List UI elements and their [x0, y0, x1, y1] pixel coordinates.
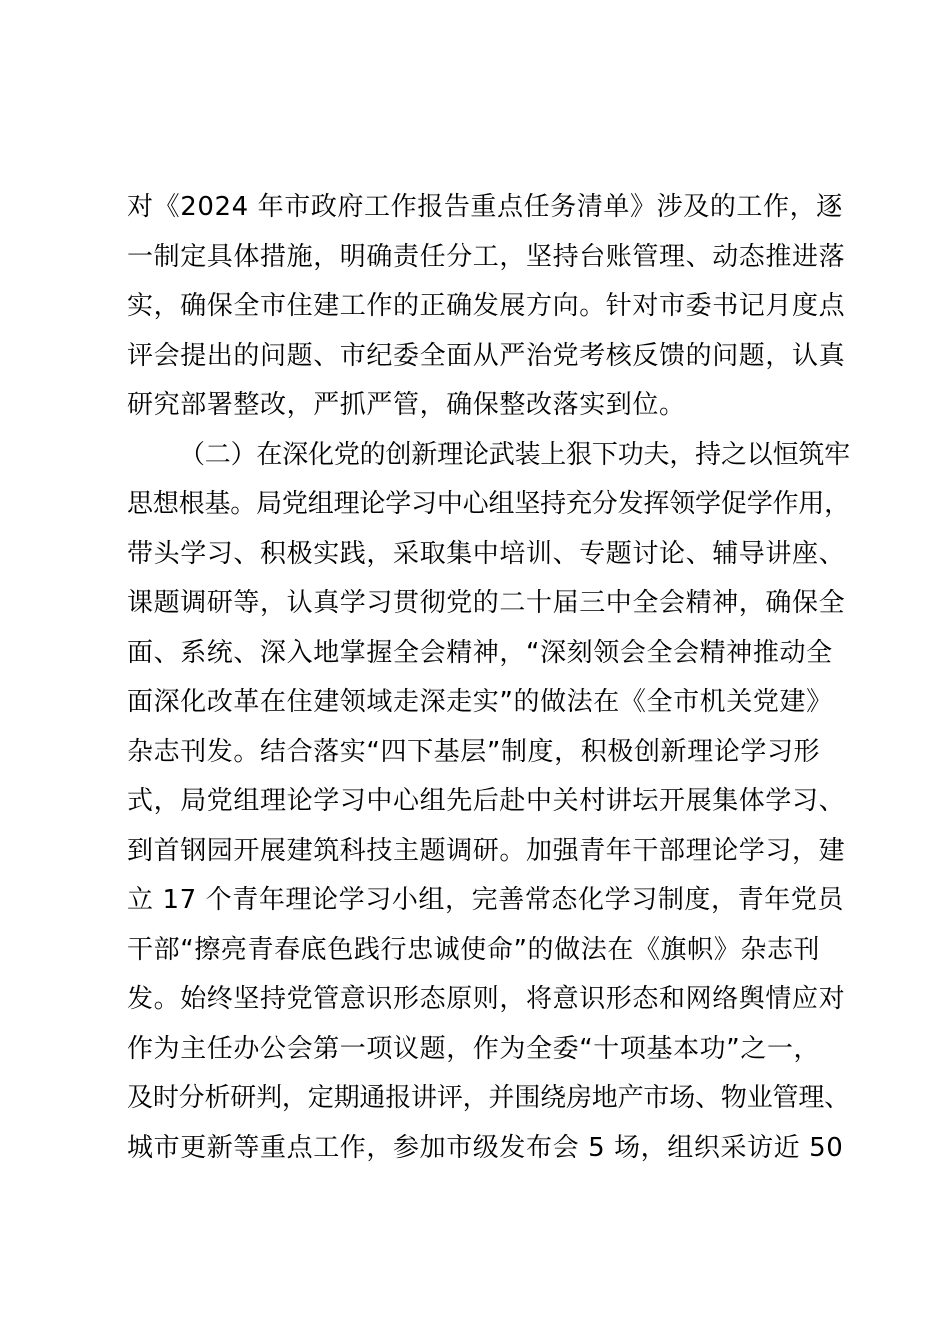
text-line: 及时分析研判，定期通报讲评，并围绕房地产市场、物业管理、 [127, 1083, 850, 1113]
text-line: 到首钢园开展建筑科技主题调研。加强青年干部理论学习，建 [127, 836, 846, 866]
text-line: 发。始终坚持党管意识形态原则，将意识形态和网络舆情应对 [127, 984, 846, 1014]
text-line: 干部“擦亮青春底色践行忠诚使命”的做法在《旗帜》杂志刊 [127, 935, 821, 965]
text-line: 研究部署整改，严抓严管，确保整改落实到位。 [127, 390, 686, 420]
text-line: 评会提出的问题、市纪委全面从严治党考核反馈的问题，认真 [127, 341, 846, 371]
text-line: 思想根基。局党组理论学习中心组坚持充分发挥领学促学作用， [127, 489, 850, 519]
text-line: 面深化改革在住建领域走深走实”的做法在《全市机关党建》 [127, 687, 833, 717]
text-line: 立 17 个青年理论学习小组，完善常态化学习制度，青年党员 [127, 885, 845, 915]
text-line: 带头学习、积极实践，采取集中培训、专题讨论、辅导讲座、 [127, 539, 846, 569]
text-line: 式，局党组理论学习中心组先后赴中关村讲坛开展集体学习、 [127, 786, 846, 816]
text-line: 一制定具体措施，明确责任分工，坚持台账管理、动态推进落 [127, 242, 846, 272]
section-heading-line: （二）在深化党的创新理论武装上狠下功夫，持之以恒筑牢 [179, 440, 850, 470]
text-line: 作为主任办公会第一项议题，作为全委“十项基本功”之一， [127, 1034, 821, 1064]
text-line: 面、系统、深入地掌握全会精神，“深刻领会全会精神推动全 [127, 638, 833, 668]
text-line: 实，确保全市住建工作的正确发展方向。针对市委书记月度点 [127, 291, 846, 321]
text-line: 对《2024 年市政府工作报告重点任务清单》涉及的工作，逐 [127, 192, 843, 222]
text-line: 课题调研等，认真学习贯彻党的二十届三中全会精神，确保全 [127, 588, 846, 618]
text-line: 城市更新等重点工作，参加市级发布会 5 场，组织采访近 50 [127, 1133, 844, 1163]
text-line: 杂志刊发。结合落实“四下基层”制度，积极创新理论学习形 [127, 737, 821, 767]
